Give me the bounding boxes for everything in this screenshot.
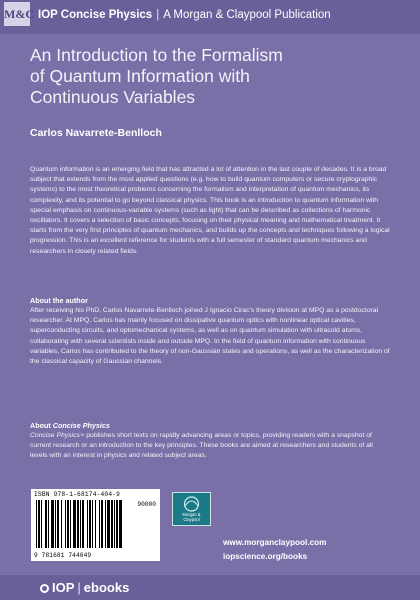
barcode-graphic	[34, 500, 156, 551]
publisher-logo: M&C	[4, 2, 30, 26]
iop-ring-icon	[40, 584, 49, 593]
about-author-text: After receiving his PhD, Carlos Navarrete-Benlloch joined J Ignacio Cirac's theory division at MPQ as a postdoctoral researcher. At MPQ, Carlos has mainly focused on dissipative quantum optics with nonlinear optical cavities, superconducting circuits, and optomechanical systems, as well as on quantum simulation with ultracold atoms, collaborating with several scientists inside and outside MPQ. In the field of quantum information with continuous variables, Carlos has contributed to the theory of non-Gaussian states and operations, as well as the characterization of the classical capacity of Gaussian channels.	[30, 307, 390, 366]
footer-separator: |	[77, 580, 81, 595]
price-code: 90000	[137, 501, 156, 508]
separator: |	[156, 9, 160, 21]
book-description: Quantum information is an emerging field that has attracted a lot of attention in the last couple of decades. It is a broad subject that extends from the most applied questions (e.g. how to build quantum computers or secure cryptographic systems) to the most theoretical problems concerning the formalism and interpretation of quantum mechanics, its complexity, and its potential to go beyond classical physics. This book is an introduction to quantum information with special emphasis on continuous-variable systems (such as light) that can be described as collections of harmonic oscillators. It covers a selection of basic concepts, focusing on their physical meaning and mathematical treatment. It starts from the very first principles of quantum mechanics, and builds up the concepts and techniques following a logical progression. This is an excellent reference for students with a full semester of standard quantum mechanics and researchers in closely related fields.	[30, 166, 390, 255]
ebooks-label: ebooks	[83, 580, 130, 595]
title-line-2: of Quantum Information with	[30, 66, 250, 86]
about-series-name: Concise Physics	[52, 421, 110, 430]
iopscience-url[interactable]: iopscience.org/books	[223, 552, 308, 561]
title-line-3: Continuous Variables	[30, 87, 196, 107]
iop-label: IOP	[52, 580, 75, 595]
series-header-bar	[0, 0, 420, 34]
author-name: Carlos Navarrete-Benlloch	[30, 127, 162, 139]
series-name-inline: Concise Physics	[30, 432, 80, 439]
book-title	[30, 45, 360, 108]
iop-ebooks-logo	[40, 580, 129, 595]
series-line	[38, 9, 331, 21]
about-series-prefix: About	[30, 421, 51, 430]
morgan-claypool-url[interactable]: www.morganclaypool.com	[223, 538, 327, 547]
isbn-label: ISBN 978-1-68174-404-9	[34, 491, 121, 498]
isbn-barcode	[31, 489, 160, 561]
title-line-1: An Introduction to the Formalism	[30, 45, 283, 65]
about-series-heading	[30, 421, 110, 430]
publisher-badge	[172, 492, 211, 526]
ean-number: 9 781681 744049	[34, 552, 92, 559]
trademark-symbol: ™	[79, 433, 85, 438]
about-author-heading: About the author	[30, 296, 88, 305]
series-name: IOP Concise Physics	[38, 9, 153, 21]
publisher-name: A Morgan & Claypool Publication	[163, 9, 331, 21]
about-series-text	[30, 431, 392, 462]
about-series-body: publishes short texts on rapidly advancing areas or topics, providing readers with a snapshot of current research or an introduction to the key principles. These books are aimed at researchers and students of all levels with an interest in physics and related subject areas.	[30, 432, 373, 460]
badge-label: Morgan & Claypool	[182, 512, 201, 523]
footer-bar	[0, 575, 420, 600]
